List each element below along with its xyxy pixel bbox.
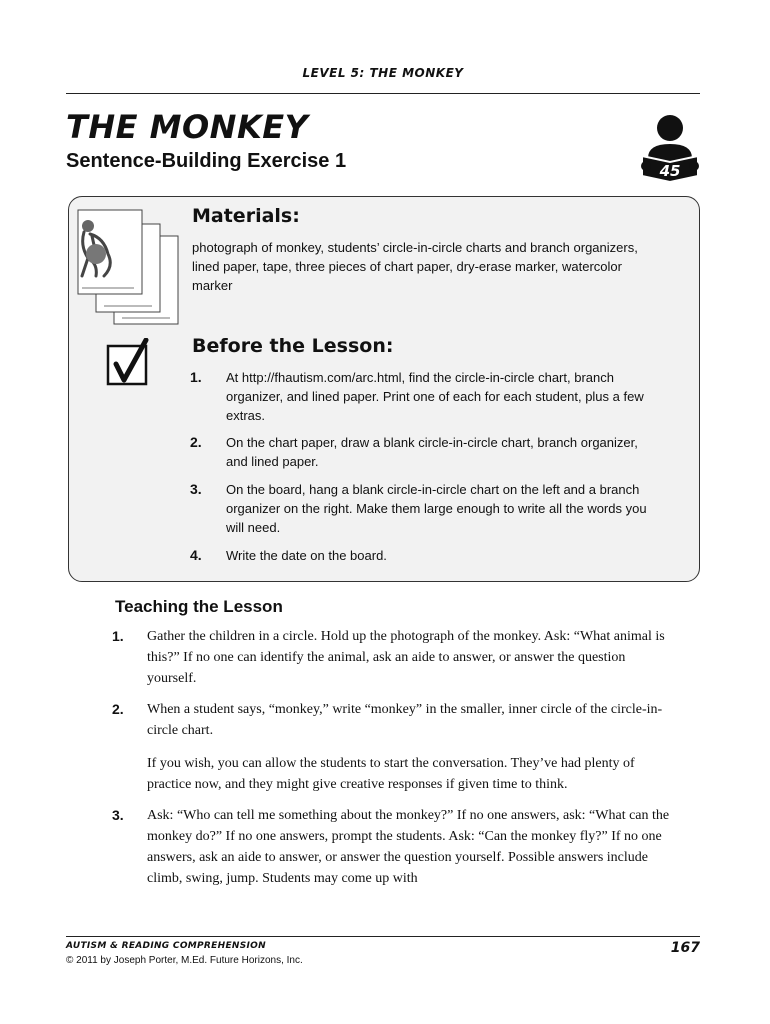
footer-book-title: AUTISM & READING COMPREHENSION [66, 941, 266, 951]
materials-text: photograph of monkey, students’ circle-in-circle charts and branch organizers, lined paper, tape, three pieces of chart paper, dry-erase marker, watercolor marker [192, 240, 638, 293]
teaching-step [112, 699, 672, 795]
step-number: 2. [190, 434, 202, 450]
materials-heading: Materials: [192, 205, 300, 227]
lesson-number: 45 [659, 162, 681, 180]
footer-copyright: © 2011 by Joseph Porter, M.Ed. Future Horizons, Inc. [66, 955, 303, 966]
step-text: At http://fhautism.com/arc.html, find the circle-in-circle chart, branch organizer, and lined paper. Print one of each for each student, plus a few extras. [226, 370, 644, 423]
before-lesson-heading: Before the Lesson: [192, 335, 394, 357]
footer-rule [66, 936, 700, 937]
page-title: THE MONKEY [66, 108, 309, 146]
step-text: On the board, hang a blank circle-in-circle chart on the left and a branch organizer on the right. Make them large enough to write all the words you will need. [226, 482, 647, 535]
before-step [190, 546, 660, 565]
teaching-steps [112, 626, 672, 889]
step-number: 1. [190, 369, 202, 385]
step-number: 4. [190, 547, 202, 563]
before-lesson-steps [190, 368, 660, 565]
reading-person-icon [640, 114, 700, 182]
step-text: On the chart paper, draw a blank circle-in-circle chart, branch organizer, and lined paper. [226, 435, 638, 469]
step-number: 2. [112, 701, 124, 717]
teaching-step [112, 626, 672, 689]
step-number: 3. [190, 481, 202, 497]
worksheet-stack-thumbnail-icon [74, 206, 186, 328]
step-number: 1. [112, 628, 124, 644]
step-paragraph: If you wish, you can allow the students to start the conversation. They’ve had plenty of practice now, and they might give creative responses if given time to think. [147, 756, 635, 792]
before-step [190, 368, 660, 425]
step-paragraph: When a student says, “monkey,” write “monkey” in the smaller, inner circle of the circle-in-circle chart. [147, 702, 663, 738]
step-paragraph: Gather the children in a circle. Hold up the photograph of the monkey. Ask: “What animal is this?” If no one can identify the animal, ask an aide to answer, or answer the question yourself. [147, 629, 665, 686]
page-number: 167 [670, 940, 700, 956]
header-rule [66, 93, 700, 94]
before-step [190, 433, 660, 471]
page-subtitle: Sentence-Building Exercise 1 [66, 150, 347, 172]
step-text: Write the date on the board. [226, 548, 387, 563]
before-step [190, 480, 660, 537]
step-paragraph: Ask: “Who can tell me something about the monkey?” If no one answers, ask: “What can the monkey do?” If no one answers, prompt the students. Ask: “Can the monkey fly?” If no one answers, ask an aide to answer, or answer the question yourself. Possible answers include climb, swing, jump. Students may come up with [147, 808, 670, 886]
running-head: LEVEL 5: THE MONKEY [302, 66, 464, 80]
lesson-badge [640, 114, 700, 182]
teaching-heading: Teaching the Lesson [115, 597, 283, 616]
checkmark-box-icon [106, 338, 154, 386]
step-number: 3. [112, 807, 124, 823]
teaching-step [112, 805, 672, 889]
